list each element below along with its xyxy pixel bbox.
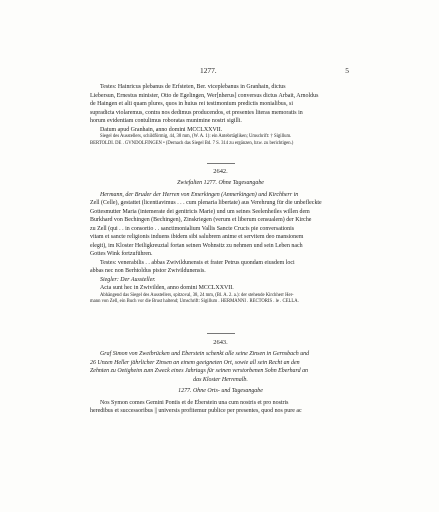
doc3-section <box>90 333 351 416</box>
doc1-body-line: supradicta violaremus, contra nos dedimus producendos, et presentes literas memoratis in <box>90 109 303 116</box>
section-divider <box>207 333 235 334</box>
doc2-dateline: Zwiefalten 1277. Ohne Tagesangabe <box>177 180 264 186</box>
doc2-body-line: Hermann, der Bruder der Herren von Emerkingen (Anmerkingen) und Kirchherr in <box>100 191 299 198</box>
doc1-body-line: Liebersun, Ernestus minister, Otto de Egelingen, Wer[nherus] conversus dictus Arbait, Arnoldus <box>90 92 319 99</box>
doc3-number: 2643. <box>213 339 228 346</box>
doc2-testes-cont: abbas nec non Berhtoldus pistor Zwivildunensis. <box>90 268 206 274</box>
doc3-summary-line: Graf Simon von Zweibrücken und Eberstein schenkt alle seine Zinsen in Gernsbach und <box>100 351 310 357</box>
doc3-body-line: heredibus et successoribus || universis profitemur publice per presentes, quod nos pure ac <box>90 408 302 414</box>
doc2-body-line: Zell (Celle), gestattet (licentiavimus . . . cum plenaria libertate) aus Verehrung für die unbefleckte <box>90 200 322 206</box>
doc1-body-line: horum evidentiam contulimus roboratas munimine nostri sigilli. <box>90 118 242 124</box>
doc2-testes: Testes: venerabilis . . abbas Zwivildunensis et frater Petrus quondam eiusdem loci <box>100 259 295 266</box>
doc2-body-line: Gottesmutter Maria (intemerate dei genitricis Marie) und um seines Seelenheiles willen dem <box>90 208 310 215</box>
doc2-siegler: Siegler: Der Aussteller. <box>100 276 156 283</box>
doc1-seal-note: BERTOLDI. DE . GVNDOLFINGEN • (Dernach das Siegel Bd. 7 S. 314 zu ergänzen, bzw. zu berichtigen.) <box>90 140 294 146</box>
header-year: 1277. <box>200 66 217 75</box>
doc2-number: 2642. <box>213 168 228 175</box>
doc3-summary-line: 26 Unzen Heller jährlicher Zinsen an einem geeigneten Ort, sowie all sein Recht an den <box>90 359 300 366</box>
doc1-datum: Datum apud Granhain, anno domini MCCLXXVII. <box>100 126 223 133</box>
doc2-section <box>90 163 351 306</box>
doc1-section <box>90 83 351 147</box>
section-divider <box>207 163 235 164</box>
doc2-seal-note: Abhängend das Siegel des Ausstellers, spitzoval, 38, 24 mm, (Bl. A. 2. a.): der stehende Kirchherr Her- <box>100 292 294 298</box>
doc1-body-line: Testes: Hainricus plebanus de Erfsteten, Ber. viceplebanus in Granhain, dictus <box>100 84 286 90</box>
doc3-body-line: Nos Symon comes Gemini Pontis et de Eberstein una cum nostris et pro nostris <box>100 399 289 406</box>
doc2-body-line: Gottes Wink fortzuführen. <box>90 251 153 257</box>
doc3-dateline: 1277. Ohne Orts- und Tagesangabe <box>178 388 263 394</box>
doc2-body-line: elegit), im Kloster Heiligkreuztal fortan seinen Wohnsitz zu nehmen und sein Leben nach <box>90 242 303 249</box>
doc1-body-line: de Haingen et alii quam plures, quos in huius rei testimonium predictis monialibus, si <box>90 101 293 107</box>
doc2-body-line: Burkhard von Bechingen (Bechingen), Zinskriegen (verum et liberum censualem) der Kirche <box>90 217 312 223</box>
doc3-summary-line: das Kloster Herrenalb. <box>193 376 248 383</box>
running-header <box>0 66 439 78</box>
doc3-summary-line: Zehnten zu Oetigheim zum Zweck eines Jahrtags für seinen verstorbenen Sohn Eberhard an <box>90 368 309 374</box>
doc1-seal-note: Siegel des Ausstellers, schildförmig, 44, 38 mm, (W. A. 1): ein Antebrtägliken; Umschrift: † Sigillum. <box>100 134 292 139</box>
doc2-body-line: vitam et sancte religionis induens ibidem sibi salubrem anime et servitem deo mansionem <box>90 234 304 240</box>
doc2-seal-note: mann von Zell, ein Buch vor die Brust haltend; Umschrift: Sigillum . HERMANNI . RECTORIS . le . CELLA. <box>90 299 299 305</box>
doc2-actum: Acta sunt hec in Zwivilden, anno domini MCCLXXVII. <box>100 285 234 291</box>
page-number: 5 <box>345 66 349 75</box>
doc2-body-line: zu Zell (qui . . in consortio . . sanctimonialium Vallis Sancte Crucis pie conversationis <box>90 225 295 232</box>
